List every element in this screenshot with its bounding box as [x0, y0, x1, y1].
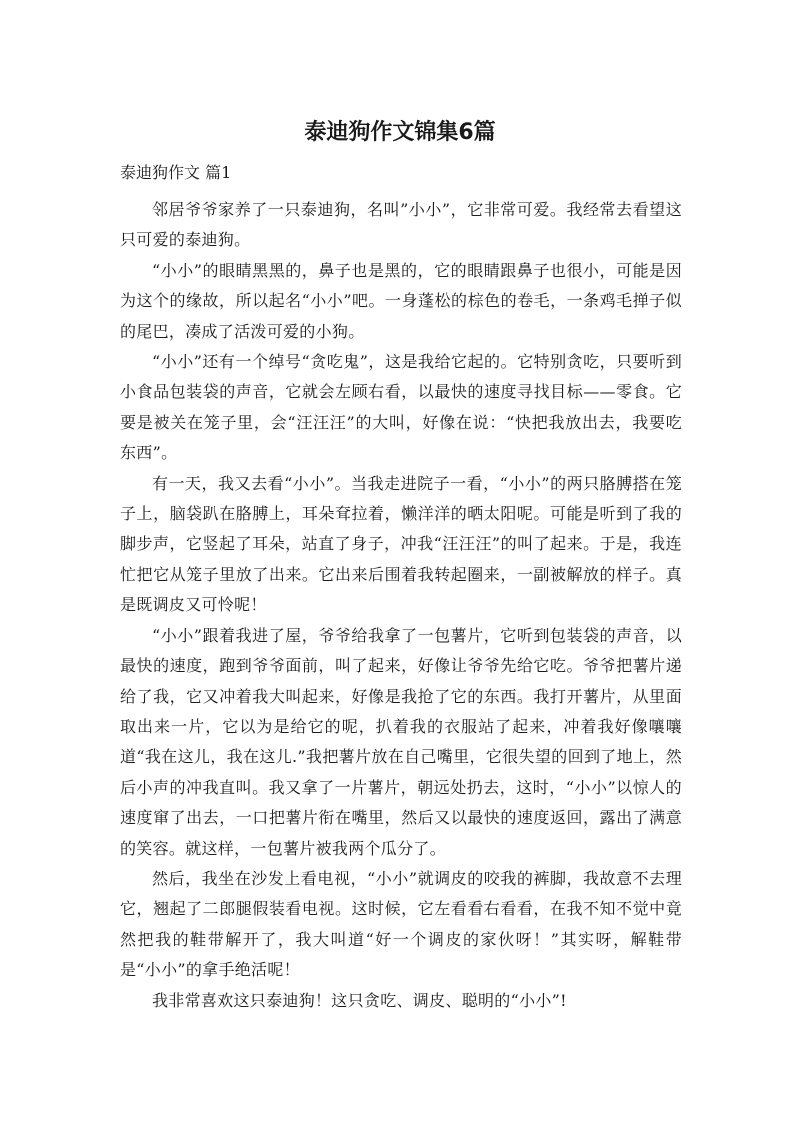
paragraph: “小小”跟着我进了屋，爷爷给我拿了一包薯片，它听到包装袋的声音，以最快的速度，跑到爷爷面前，叫了起来，好像让爷爷先给它吃。爷爷把薯片递给了我，它又冲着我大叫起来，好像是我抢了它的东西。我打开薯片，从里面取出来一片，它以为是给它的呢，扒着我的衣服站了起来，冲着我好像嚷嚷道“我在这儿，我在这儿.”我把薯片放在自己嘴里，它很失望的回到了地上，然后小声的冲我直叫。我又拿了一片薯片，朝远处扔去，这时，“小小”以惊人的速度窜了出去，一口把薯片衔在嘴里，然后又以最快的速度返回，露出了满意的笑容。就这样，一包薯片被我两个瓜分了。 — [120, 625, 682, 858]
paragraph: 有一天，我又去看“小小”。当我走进院子一看，“小小”的两只胳膊搭在笼子上，脑袋趴在胳膊上，耳朵耷拉着，懒洋洋的晒太阳呢。可能是听到了我的脚步声，它竖起了耳朵，站直了身子，冲我“汪汪汪”的叫了起来。于是，我连忙把它从笼子里放了出来。它出来后围着我转起圈来，一副被解放的样子。真是既调皮又可怜呢！ — [120, 473, 682, 615]
paragraph: “小小”还有一个绰号“贪吃鬼”，这是我给它起的。它特别贪吃，只要听到小食品包装袋的声音，它就会左顾右看，以最快的速度寻找目标——零食。它要是被关在笼子里，会“汪汪汪”的大叫，好像在说：“快把我放出去，我要吃东西”。 — [120, 352, 682, 463]
article-body — [120, 195, 682, 1016]
document-title: 泰迪狗作文锦集6篇 — [304, 120, 496, 145]
paragraph: 然后，我坐在沙发上看电视，“小小”就调皮的咬我的裤脚，我故意不去理它，翘起了二郎腿假装看电视。这时候，它左看看右看看，在我不知不觉中竟然把我的鞋带解开了，我大叫道“好一个调皮的家伙呀！”其实呀，解鞋带是“小小”的拿手绝活呢！ — [120, 868, 682, 980]
paragraph: 我非常喜欢这只泰迪狗！这只贪吃、调皮、聪明的“小小”! — [152, 990, 567, 1010]
section-heading: 泰迪狗作文 篇1 — [120, 163, 232, 182]
paragraph: “小小”的眼睛黑黑的，鼻子也是黑的，它的眼睛跟鼻子也很小，可能是因为这个的缘故，所以起名“小小”吧。一身蓬松的棕色的卷毛，一条鸡毛掸子似的尾巴，凑成了活泼可爱的小狗。 — [120, 260, 682, 341]
paragraph: 邻居爷爷家养了一只泰迪狗，名叫”小小”，它非常可爱。我经常去看望这只可爱的泰迪狗。 — [120, 200, 682, 250]
